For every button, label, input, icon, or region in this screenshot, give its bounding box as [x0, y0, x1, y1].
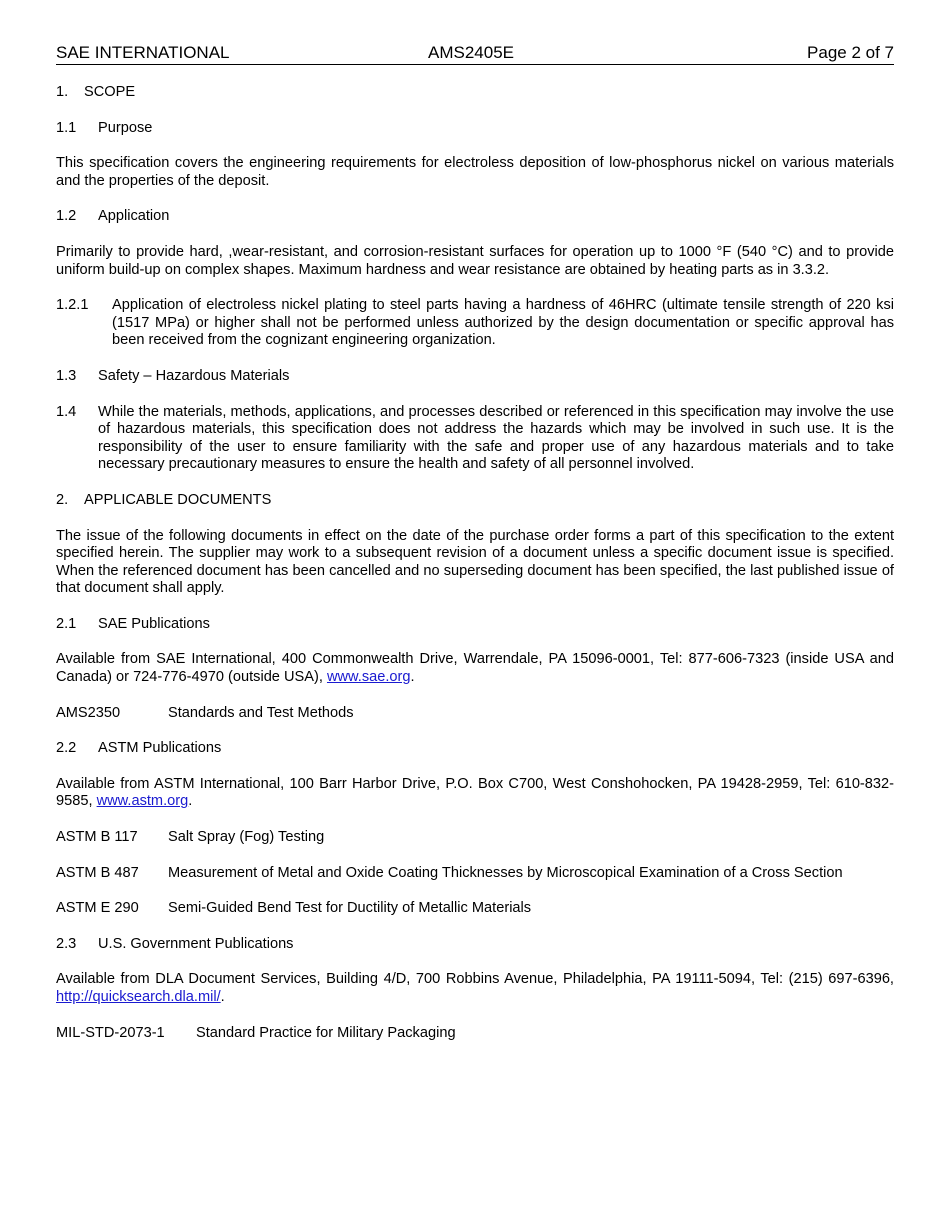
- section-1-3-heading: [56, 368, 894, 386]
- section-number: 1.: [56, 84, 69, 100]
- section-number: 1.3: [56, 367, 77, 384]
- availability-text: Available from SAE International, 400 Commonwealth Drive, Warrendale, PA 15096-0001, Tel: 877-606-7323 (inside USA and Canada) or 724-776-4970 (outside USA),: [56, 651, 894, 686]
- reference-title: Salt Spray (Fog) Testing: [168, 829, 325, 846]
- reference-title: Semi-Guided Bend Test for Ductility of Metallic Materials: [168, 900, 532, 917]
- document-page: [56, 42, 894, 1042]
- reference-code: ASTM B 117: [56, 829, 138, 846]
- section-number: 1.2: [56, 208, 77, 225]
- reference-title: Measurement of Metal and Oxide Coating Thicknesses by Microscopical Examination of a Cross Section: [168, 864, 843, 881]
- availability-text: Available from ASTM International, 100 Barr Harbor Drive, P.O. Box C700, West Conshohocken, PA 19428-2959, Tel: 610-832-9585,: [56, 775, 894, 810]
- section-number: 2.3: [56, 935, 77, 952]
- astm-website-link[interactable]: www.astm.org: [96, 793, 189, 810]
- section-title: ASTM Publications: [98, 740, 222, 757]
- reference-code: AMS2350: [56, 704, 121, 721]
- reference-code: ASTM B 487: [56, 864, 139, 881]
- section-2-2-heading: [56, 740, 894, 758]
- section-1-4: [56, 404, 894, 474]
- section-number: 1.1: [56, 119, 77, 136]
- section-1-2-text: Primarily to provide hard, ,wear-resistant, and corrosion-resistant surfaces for operation up to 1000 °F (540 °C) and to provide uniform build-up on complex shapes. Maximum hardness and wear resistance are obtained by heating parts as in 3.3.2.: [56, 243, 894, 278]
- header-organization: SAE INTERNATIONAL: [56, 43, 230, 62]
- reference-code: ASTM E 290: [56, 900, 139, 917]
- section-2-1-text: Available from SAE International, 400 Commonwealth Drive, Warrendale, PA 15096-0001, Tel: 877-606-7323 (inside USA and Canada) or 724-776-4970 (outside USA), www.sae.org.: [56, 651, 894, 686]
- section-1-4-text: While the materials, methods, applications, and processes described or referenced in this specification may involve the use of hazardous materials, this specification does not address the hazards which may be involved in such use. It is the responsibility of the user to ensure familiarity with the safe and proper use of any hazardous materials and to take necessary precautionary measures to ensure the health and safety of all personnel involved.: [98, 403, 894, 473]
- section-1-heading: [56, 84, 894, 102]
- dla-quicksearch-link[interactable]: http://quicksearch.dla.mil/: [56, 989, 221, 1005]
- section-title: U.S. Government Publications: [98, 935, 294, 952]
- section-number: 1.4: [56, 403, 77, 420]
- section-title: Safety – Hazardous Materials: [98, 367, 290, 384]
- section-number: 2.2: [56, 740, 77, 757]
- reference-code: MIL-STD-2073-1: [56, 1024, 165, 1041]
- section-2-2-text: Available from ASTM International, 100 Barr Harbor Drive, P.O. Box C700, West Conshohocken, PA 19428-2959, Tel: 610-832-9585, www.astm.org.: [56, 775, 894, 810]
- section-title: SAE Publications: [98, 615, 210, 632]
- section-number: 2.1: [56, 615, 77, 632]
- section-1-2-heading: [56, 208, 894, 226]
- section-1-2-1-text: Application of electroless nickel plating to steel parts having a hardness of 46HRC (ultimate tensile strength of 220 ksi (1517 MPa) or higher shall not be performed unless authorized by the design documentation or specific approval has been received from the cognizant engineering organization.: [112, 297, 894, 349]
- header-page-number: Page 2 of 7: [807, 43, 894, 62]
- section-number: 2.: [56, 491, 69, 508]
- reference-row: [56, 865, 894, 883]
- reference-row: [56, 1025, 894, 1043]
- section-title: SCOPE: [84, 84, 136, 100]
- section-1-1-heading: [56, 120, 894, 138]
- section-title: Application: [98, 208, 170, 225]
- header-document-id: AMS2405E: [428, 43, 514, 62]
- reference-row: [56, 900, 894, 918]
- reference-title: Standards and Test Methods: [168, 704, 354, 721]
- section-title: Purpose: [98, 119, 153, 136]
- section-2-heading: [56, 492, 894, 510]
- reference-row: [56, 705, 894, 723]
- section-1-2-1: [56, 297, 894, 350]
- section-2-3-heading: [56, 936, 894, 954]
- section-number: 1.2.1: [56, 297, 89, 314]
- sae-website-link[interactable]: www.sae.org: [326, 669, 411, 686]
- section-2-3-text: Available from DLA Document Services, Building 4/D, 700 Robbins Avenue, Philadelphia, PA 19111-5094, Tel: (215) 697-6396, http://quicksearch.dla.mil/.: [56, 971, 894, 1005]
- section-2-text: The issue of the following documents in effect on the date of the purchase order forms a part of this specification to the extent specified herein. The supplier may work to a subsequent revision of a document unless a specific document issue is specified. When the referenced document has been cancelled and no superseding document has been specified, the last published issue of that document shall apply.: [56, 527, 894, 597]
- section-1-1-text: This specification covers the engineering requirements for electroless deposition of low-phosphorus nickel on various materials and the properties of the deposit.: [56, 155, 894, 189]
- availability-text: Available from DLA Document Services, Building 4/D, 700 Robbins Avenue, Philadelphia, PA 19111-5094, Tel: (215) 697-6396,: [56, 971, 894, 988]
- reference-row: [56, 829, 894, 847]
- reference-title: Standard Practice for Military Packaging: [196, 1024, 456, 1041]
- section-title: APPLICABLE DOCUMENTS: [84, 491, 272, 508]
- page-header: [56, 42, 894, 65]
- section-2-1-heading: [56, 616, 894, 634]
